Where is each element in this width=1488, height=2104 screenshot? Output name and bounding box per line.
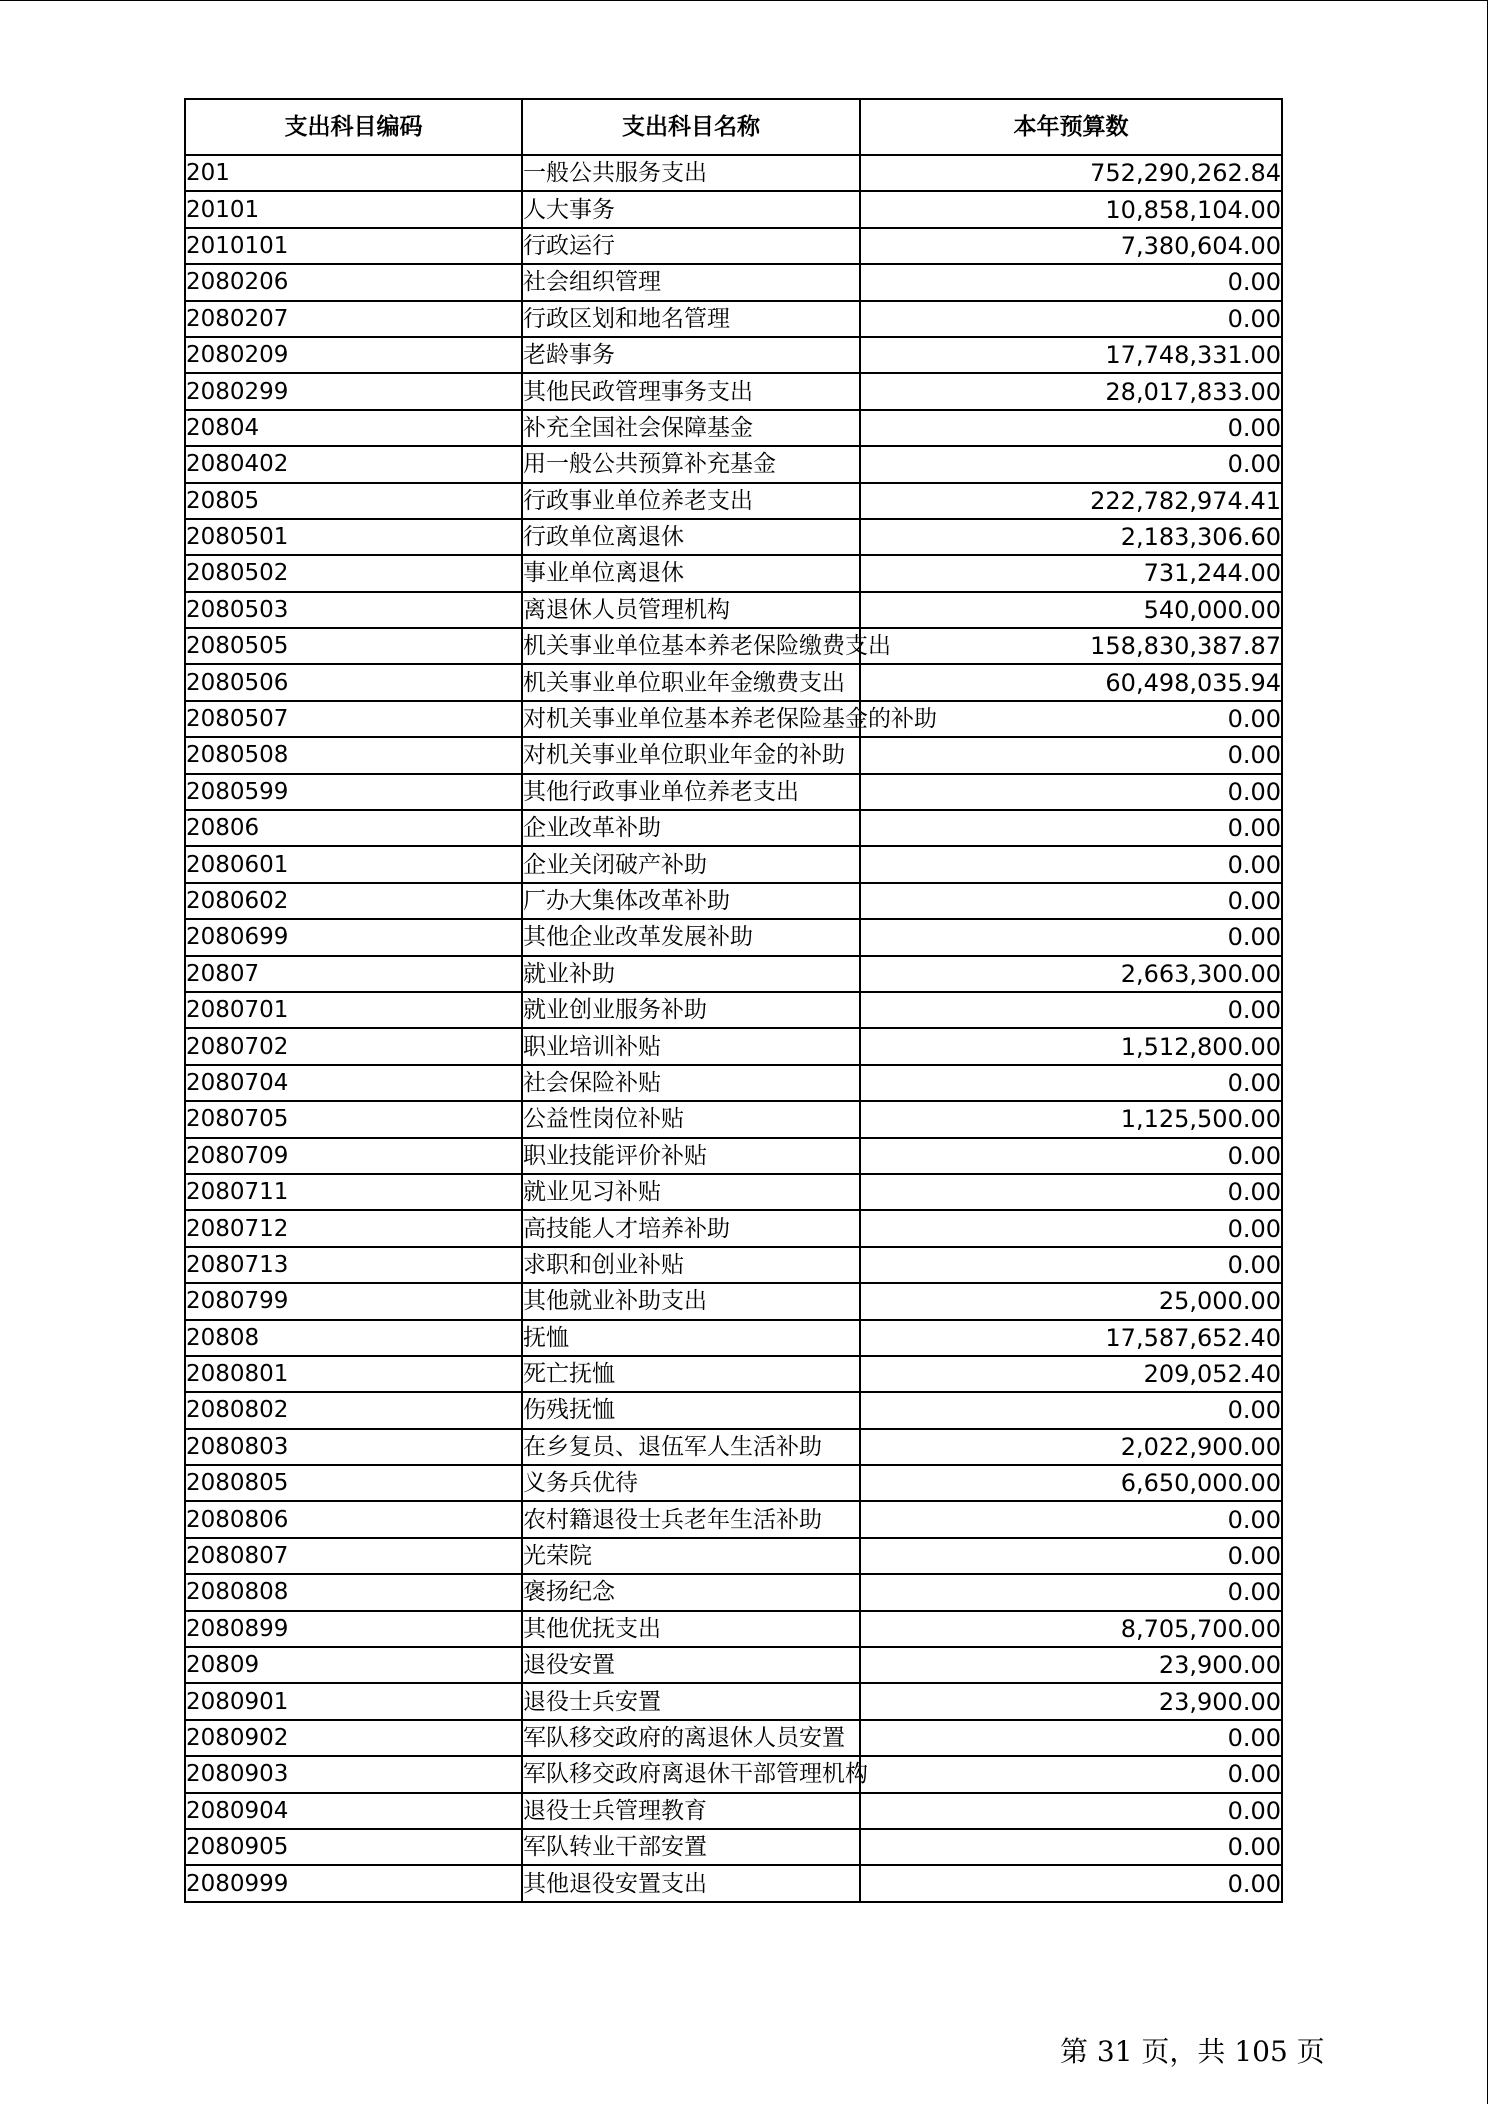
table-row	[185, 1283, 1282, 1319]
row-name-cell: 农村籍退役士兵老年生活补助	[522, 1501, 860, 1537]
row-amount-cell: 10,858,104.00	[860, 191, 1282, 227]
row-amount-cell: 0.00	[860, 410, 1282, 446]
row-name-cell: 其他退役安置支出	[522, 1865, 860, 1901]
row-code-cell: 2080503	[185, 592, 522, 628]
row-amount-cell: 1,512,800.00	[860, 1028, 1282, 1064]
row-code-cell: 2080999	[185, 1865, 522, 1901]
row-code-cell: 2080402	[185, 446, 522, 482]
row-code-cell: 20809	[185, 1647, 522, 1683]
row-amount-cell: 23,900.00	[860, 1683, 1282, 1719]
table-row	[185, 301, 1282, 337]
table-row	[185, 737, 1282, 773]
row-amount-cell: 0.00	[860, 1829, 1282, 1865]
table-row	[185, 1174, 1282, 1210]
row-name-cell: 社会组织管理	[522, 264, 860, 300]
row-name-cell: 社会保险补贴	[522, 1065, 860, 1101]
row-name-cell: 厂办大集体改革补助	[522, 883, 860, 919]
row-code-cell: 2080807	[185, 1538, 522, 1574]
row-name-cell: 行政区划和地名管理	[522, 301, 860, 337]
row-code-cell: 2010101	[185, 228, 522, 264]
table-row	[185, 373, 1282, 409]
row-code-cell: 2080602	[185, 883, 522, 919]
row-code-cell: 2080502	[185, 555, 522, 591]
row-name-cell: 军队移交政府的离退休人员安置	[522, 1720, 860, 1756]
row-code-cell: 2080803	[185, 1429, 522, 1465]
row-amount-cell: 0.00	[860, 301, 1282, 337]
row-name-cell: 就业补助	[522, 956, 860, 992]
row-code-cell: 201	[185, 155, 522, 191]
row-code-cell: 2080904	[185, 1793, 522, 1829]
table-row	[185, 1683, 1282, 1719]
header-name: 支出科目名称	[522, 99, 860, 155]
table-row	[185, 519, 1282, 555]
row-amount-cell: 0.00	[860, 1247, 1282, 1283]
row-code-cell: 2080905	[185, 1829, 522, 1865]
row-amount-cell: 0.00	[860, 883, 1282, 919]
row-name-cell: 事业单位离退休	[522, 555, 860, 591]
row-amount-cell: 0.00	[860, 1538, 1282, 1574]
row-amount-cell: 0.00	[860, 846, 1282, 882]
table-row	[185, 592, 1282, 628]
row-code-cell: 20808	[185, 1320, 522, 1356]
table-row	[185, 155, 1282, 191]
table-row	[185, 1538, 1282, 1574]
table-row	[185, 1028, 1282, 1064]
row-amount-cell: 540,000.00	[860, 592, 1282, 628]
page-number: 第 31 页，共 105 页	[1060, 2035, 1325, 2068]
table-row	[185, 664, 1282, 700]
row-code-cell: 2080711	[185, 1174, 522, 1210]
row-name-cell: 退役士兵管理教育	[522, 1793, 860, 1829]
row-name-cell: 企业改革补助	[522, 810, 860, 846]
table-row	[185, 1465, 1282, 1501]
row-code-cell: 2080704	[185, 1065, 522, 1101]
row-code-cell: 2080799	[185, 1283, 522, 1319]
table-row	[185, 1720, 1282, 1756]
row-code-cell: 2080808	[185, 1574, 522, 1610]
row-amount-cell: 0.00	[860, 1756, 1282, 1792]
table-row	[185, 191, 1282, 227]
table-row	[185, 628, 1282, 664]
row-code-cell: 2080507	[185, 701, 522, 737]
row-code-cell: 2080899	[185, 1611, 522, 1647]
row-name-cell: 军队移交政府离退休干部管理机构	[522, 1756, 860, 1792]
row-name-cell: 义务兵优待	[522, 1465, 860, 1501]
row-amount-cell: 0.00	[860, 264, 1282, 300]
row-amount-cell: 158,830,387.87	[860, 628, 1282, 664]
row-amount-cell: 0.00	[860, 810, 1282, 846]
table-row	[185, 883, 1282, 919]
row-amount-cell: 0.00	[860, 701, 1282, 737]
row-code-cell: 2080601	[185, 846, 522, 882]
table-row	[185, 701, 1282, 737]
row-name-cell: 光荣院	[522, 1538, 860, 1574]
row-amount-cell: 0.00	[860, 1174, 1282, 1210]
row-name-cell: 一般公共服务支出	[522, 155, 860, 191]
row-name-cell: 退役士兵安置	[522, 1683, 860, 1719]
row-code-cell: 20101	[185, 191, 522, 227]
table-row	[185, 228, 1282, 264]
row-code-cell: 20805	[185, 483, 522, 519]
row-code-cell: 2080805	[185, 1465, 522, 1501]
row-amount-cell: 731,244.00	[860, 555, 1282, 591]
table-row	[185, 1793, 1282, 1829]
row-name-cell: 职业技能评价补贴	[522, 1138, 860, 1174]
row-amount-cell: 0.00	[860, 919, 1282, 955]
table-row	[185, 774, 1282, 810]
row-name-cell: 对机关事业单位职业年金的补助	[522, 737, 860, 773]
table-row	[185, 1829, 1282, 1865]
table-row	[185, 483, 1282, 519]
row-code-cell: 2080806	[185, 1501, 522, 1537]
row-name-cell: 死亡抚恤	[522, 1356, 860, 1392]
row-name-cell: 其他就业补助支出	[522, 1283, 860, 1319]
row-amount-cell: 7,380,604.00	[860, 228, 1282, 264]
row-code-cell: 2080508	[185, 737, 522, 773]
table-row	[185, 1392, 1282, 1428]
row-name-cell: 求职和创业补贴	[522, 1247, 860, 1283]
table-row	[185, 1865, 1282, 1901]
row-amount-cell: 28,017,833.00	[860, 373, 1282, 409]
page-border-top	[0, 0, 1488, 1]
row-amount-cell: 752,290,262.84	[860, 155, 1282, 191]
row-code-cell: 20804	[185, 410, 522, 446]
header-row	[185, 99, 1282, 155]
row-name-cell: 对机关事业单位基本养老保险基金的补助	[522, 701, 860, 737]
table-row	[185, 446, 1282, 482]
table-row	[185, 1429, 1282, 1465]
row-amount-cell: 60,498,035.94	[860, 664, 1282, 700]
header-code: 支出科目编码	[185, 99, 522, 155]
row-name-cell: 职业培训补贴	[522, 1028, 860, 1064]
table-row	[185, 1101, 1282, 1137]
table-row	[185, 264, 1282, 300]
row-name-cell: 行政运行	[522, 228, 860, 264]
row-name-cell: 就业创业服务补助	[522, 992, 860, 1028]
row-name-cell: 伤残抚恤	[522, 1392, 860, 1428]
row-amount-cell: 0.00	[860, 774, 1282, 810]
row-amount-cell: 25,000.00	[860, 1283, 1282, 1319]
row-name-cell: 企业关闭破产补助	[522, 846, 860, 882]
row-code-cell: 2080207	[185, 301, 522, 337]
row-name-cell: 军队转业干部安置	[522, 1829, 860, 1865]
row-code-cell: 2080903	[185, 1756, 522, 1792]
table-row	[185, 1247, 1282, 1283]
row-amount-cell: 0.00	[860, 1065, 1282, 1101]
row-amount-cell: 2,183,306.60	[860, 519, 1282, 555]
row-code-cell: 2080901	[185, 1683, 522, 1719]
row-code-cell: 2080506	[185, 664, 522, 700]
table-row	[185, 1647, 1282, 1683]
row-code-cell: 2080709	[185, 1138, 522, 1174]
row-name-cell: 离退休人员管理机构	[522, 592, 860, 628]
row-amount-cell: 0.00	[860, 446, 1282, 482]
row-amount-cell: 0.00	[860, 1793, 1282, 1829]
row-name-cell: 退役安置	[522, 1647, 860, 1683]
row-code-cell: 20807	[185, 956, 522, 992]
row-amount-cell: 209,052.40	[860, 1356, 1282, 1392]
row-name-cell: 其他优抚支出	[522, 1611, 860, 1647]
row-amount-cell: 0.00	[860, 1865, 1282, 1901]
row-amount-cell: 0.00	[860, 1138, 1282, 1174]
row-code-cell: 2080705	[185, 1101, 522, 1137]
row-name-cell: 行政单位离退休	[522, 519, 860, 555]
table-row	[185, 337, 1282, 373]
row-name-cell: 褒扬纪念	[522, 1574, 860, 1610]
row-name-cell: 补充全国社会保障基金	[522, 410, 860, 446]
row-code-cell: 2080712	[185, 1210, 522, 1246]
row-name-cell: 高技能人才培养补助	[522, 1210, 860, 1246]
table-row	[185, 992, 1282, 1028]
row-name-cell: 老龄事务	[522, 337, 860, 373]
table-row	[185, 810, 1282, 846]
row-name-cell: 其他企业改革发展补助	[522, 919, 860, 955]
row-name-cell: 机关事业单位职业年金缴费支出	[522, 664, 860, 700]
table-row	[185, 1320, 1282, 1356]
row-amount-cell: 0.00	[860, 1392, 1282, 1428]
row-name-cell: 其他民政管理事务支出	[522, 373, 860, 409]
row-name-cell: 人大事务	[522, 191, 860, 227]
row-code-cell: 2080701	[185, 992, 522, 1028]
table-row	[185, 1611, 1282, 1647]
row-name-cell: 公益性岗位补贴	[522, 1101, 860, 1137]
row-name-cell: 就业见习补贴	[522, 1174, 860, 1210]
row-amount-cell: 0.00	[860, 737, 1282, 773]
row-code-cell: 2080599	[185, 774, 522, 810]
row-amount-cell: 222,782,974.41	[860, 483, 1282, 519]
table-row	[185, 919, 1282, 955]
table-row	[185, 956, 1282, 992]
table-row	[185, 1574, 1282, 1610]
row-amount-cell: 8,705,700.00	[860, 1611, 1282, 1647]
row-amount-cell: 0.00	[860, 1210, 1282, 1246]
table-row	[185, 846, 1282, 882]
row-code-cell: 2080209	[185, 337, 522, 373]
row-code-cell: 2080902	[185, 1720, 522, 1756]
row-code-cell: 2080713	[185, 1247, 522, 1283]
row-amount-cell: 1,125,500.00	[860, 1101, 1282, 1137]
table-row	[185, 410, 1282, 446]
row-code-cell: 2080802	[185, 1392, 522, 1428]
row-name-cell: 机关事业单位基本养老保险缴费支出	[522, 628, 860, 664]
budget-table	[184, 98, 1283, 1903]
row-name-cell: 行政事业单位养老支出	[522, 483, 860, 519]
table-row	[185, 1138, 1282, 1174]
table-row	[185, 555, 1282, 591]
row-name-cell: 抚恤	[522, 1320, 860, 1356]
row-name-cell: 用一般公共预算补充基金	[522, 446, 860, 482]
table-row	[185, 1356, 1282, 1392]
row-code-cell: 2080206	[185, 264, 522, 300]
row-code-cell: 2080505	[185, 628, 522, 664]
row-amount-cell: 2,663,300.00	[860, 956, 1282, 992]
row-code-cell: 2080299	[185, 373, 522, 409]
row-amount-cell: 0.00	[860, 1574, 1282, 1610]
row-amount-cell: 0.00	[860, 992, 1282, 1028]
row-amount-cell: 0.00	[860, 1720, 1282, 1756]
row-code-cell: 2080801	[185, 1356, 522, 1392]
row-name-cell: 在乡复员、退伍军人生活补助	[522, 1429, 860, 1465]
header-amount: 本年预算数	[860, 99, 1282, 155]
table-row	[185, 1210, 1282, 1246]
row-code-cell: 2080501	[185, 519, 522, 555]
table-row	[185, 1501, 1282, 1537]
row-amount-cell: 0.00	[860, 1501, 1282, 1537]
row-code-cell: 2080699	[185, 919, 522, 955]
row-code-cell: 20806	[185, 810, 522, 846]
row-amount-cell: 17,748,331.00	[860, 337, 1282, 373]
row-name-cell: 其他行政事业单位养老支出	[522, 774, 860, 810]
row-amount-cell: 2,022,900.00	[860, 1429, 1282, 1465]
row-amount-cell: 6,650,000.00	[860, 1465, 1282, 1501]
row-code-cell: 2080702	[185, 1028, 522, 1064]
row-amount-cell: 23,900.00	[860, 1647, 1282, 1683]
table-row	[185, 1756, 1282, 1792]
row-amount-cell: 17,587,652.40	[860, 1320, 1282, 1356]
table-row	[185, 1065, 1282, 1101]
